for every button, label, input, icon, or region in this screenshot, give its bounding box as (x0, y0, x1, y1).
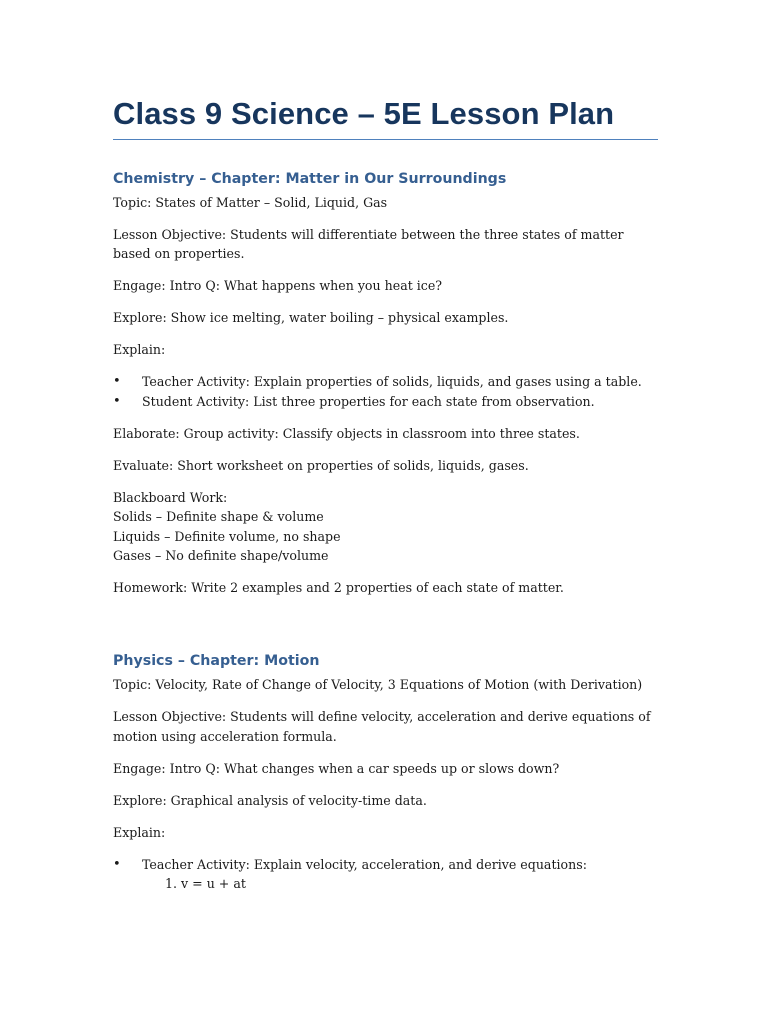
list-item (113, 392, 658, 411)
blackboard-line: Solids – Definite shape & volume (113, 509, 324, 525)
list-item-text: Student Activity: List three properties for each state from observation. (142, 393, 595, 409)
blackboard-heading: Blackboard Work: (113, 489, 228, 505)
chemistry-homework: Homework: Write 2 examples and 2 properties of each state of matter. (113, 580, 564, 596)
physics-engage: Engage: Intro Q: What changes when a car speeds up or slows down? (113, 760, 560, 776)
chemistry-explain: Explain: (113, 342, 166, 358)
chemistry-evaluate: Evaluate: Short worksheet on properties of solids, liquids, gases. (113, 457, 529, 473)
equation-list (142, 874, 658, 893)
blackboard-line: Liquids – Definite volume, no shape (113, 528, 341, 544)
chemistry-explore: Explore: Show ice melting, water boiling – physical examples. (113, 310, 509, 326)
blackboard-line: Gases – No definite shape/volume (113, 548, 329, 564)
document-page (113, 92, 658, 894)
physics-explain-list (113, 855, 658, 894)
bullet-icon: • (113, 856, 121, 872)
equation-item: 1. v = u + at (165, 876, 246, 892)
list-item (113, 372, 658, 391)
blackboard-work (113, 488, 658, 566)
physics-explain: Explain: (113, 824, 166, 840)
chemistry-heading: Chemistry – Chapter: Matter in Our Surroundings (113, 171, 507, 187)
document-title: Class 9 Science – 5E Lesson Plan (113, 92, 658, 140)
chemistry-explain-list (113, 372, 658, 411)
chemistry-elaborate: Elaborate: Group activity: Classify objects in classroom into three states. (113, 425, 580, 441)
physics-topic: Topic: Velocity, Rate of Change of Velocity, 3 Equations of Motion (with Derivation) (113, 677, 643, 693)
list-item (113, 855, 658, 894)
list-item-text: Teacher Activity: Explain properties of solids, liquids, and gases using a table. (142, 374, 642, 390)
chemistry-topic: Topic: States of Matter – Solid, Liquid, Gas (113, 195, 388, 210)
bullet-icon: • (113, 374, 121, 390)
bullet-icon: • (113, 393, 121, 409)
chemistry-objective: Lesson Objective: Students will differentiate between the three states of matter based on properties. (113, 227, 624, 262)
list-item-text: Teacher Activity: Explain velocity, acceleration, and derive equations: (142, 856, 587, 872)
chemistry-engage: Engage: Intro Q: What happens when you heat ice? (113, 278, 443, 294)
physics-heading: Physics – Chapter: Motion (113, 653, 320, 670)
physics-objective: Lesson Objective: Students will define velocity, acceleration and derive equations of motion using acceleration formula. (113, 709, 651, 744)
physics-explore: Explore: Graphical analysis of velocity-time data. (113, 792, 427, 808)
